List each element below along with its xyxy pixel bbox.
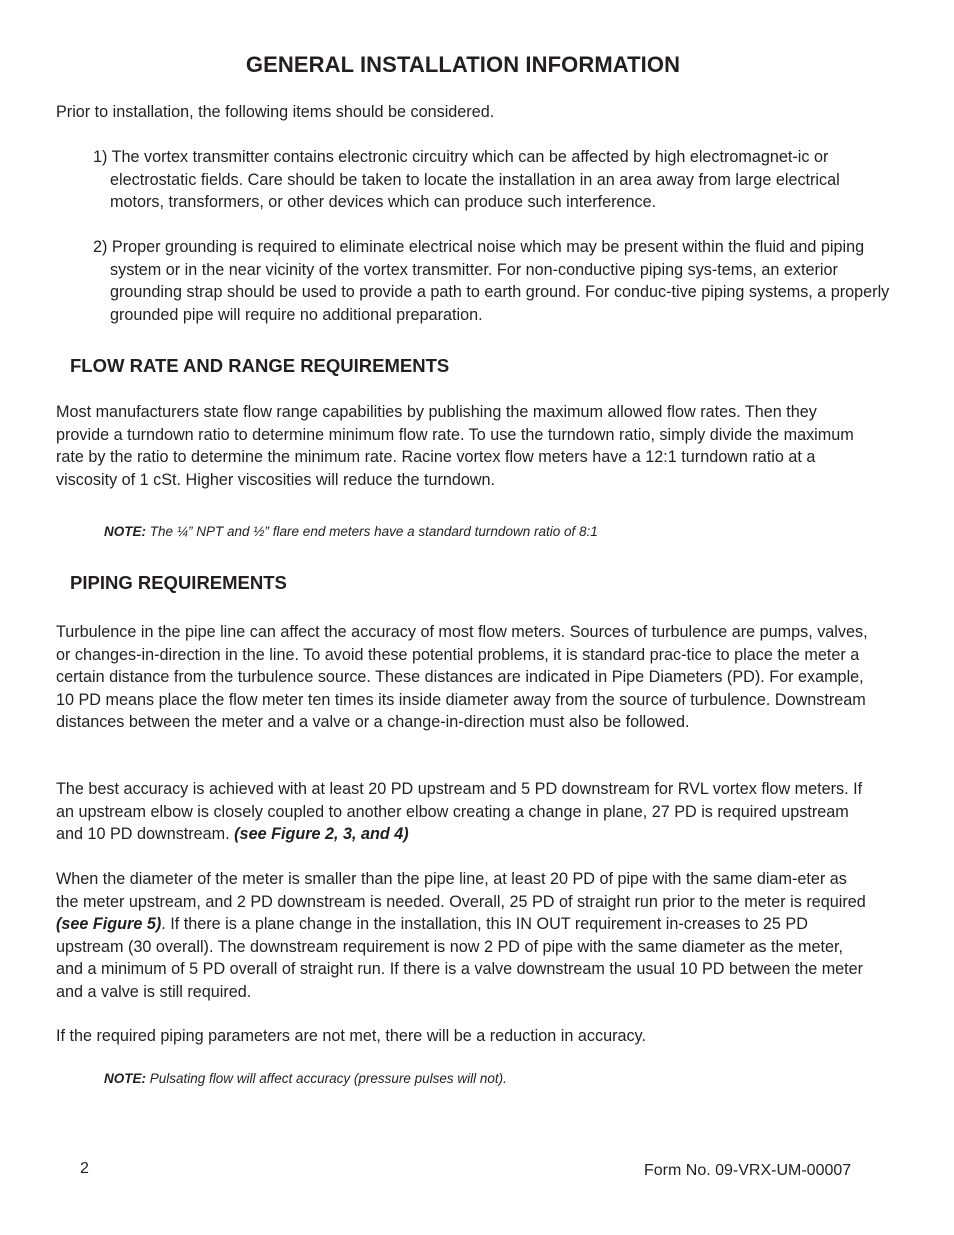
turndown-note: [104, 524, 598, 539]
note-text: The ¼” NPT and ½” flare end meters have a standard turndown ratio of 8:1: [146, 524, 598, 539]
page-title: GENERAL INSTALLATION INFORMATION: [245, 52, 681, 77]
pulsating-flow-note: [104, 1071, 507, 1086]
piping-paragraph-2: [56, 778, 870, 846]
piping-heading: PIPING REQUIREMENTS: [70, 572, 287, 593]
piping-paragraph-3-text-b: . If there is a plane change in the installation, this IN OUT requirement in-creases to 25 PD upstream (30 overall). The downstream requirement is now 2 PD of pipe with the same diameter as the meter, and a minimum of 5 PD overall of straight run. If there is a valve downstream the usual 10 PD between the meter and a valve is still required.: [56, 915, 864, 1001]
form-number: Form No. 09-VRX-UM-00007: [644, 1162, 852, 1179]
figure-reference-2-3-4: (see Figure 2, 3, and 4): [234, 825, 409, 843]
note-label: NOTE:: [104, 1071, 146, 1086]
piping-paragraph-3-text-a: When the diameter of the meter is smaller than the pipe line, at least 20 PD of pipe with the same diam-eter as the meter upstream, and 2 PD downstream is needed. Overall, 25 PD of straight run prior to the meter is required: [56, 870, 866, 911]
figure-reference-5: (see Figure 5): [56, 915, 162, 933]
intro-paragraph: Prior to installation, the following items should be considered.: [56, 103, 495, 121]
note-text: Pulsating flow will affect accuracy (pressure pulses will not).: [146, 1071, 507, 1086]
piping-paragraph-2-text: The best accuracy is achieved with at least 20 PD upstream and 5 PD downstream for RVL vortex flow meters. If an upstream elbow is closely coupled to another elbow creating a change in plane, 27 PD is required upstream and 10 PD downstream.: [56, 780, 863, 843]
piping-paragraph-3: [56, 868, 870, 1003]
flow-rate-paragraph: Most manufacturers state flow range capabilities by publishing the maximum allowed flow rates. Then they provide a turndown ratio to determine minimum flow rate. To use the turndown ratio, simply divide the maximum rate by the ratio to determine the minimum rate. Racine vortex flow meters have a 12:1 turndown ratio at a viscosity of 1 cSt. Higher viscosities will reduce the turndown.: [56, 403, 854, 489]
piping-paragraph-1: Turbulence in the pipe line can affect the accuracy of most flow meters. Sources of turbulence are pumps, valves, or changes-in-direction in the line. To avoid these potential problems, it is standard prac-tice to place the meter a certain distance from the turbulence source. These distances are indicated in Pipe Diameters (PD). For example, 10 PD means place the flow meter ten times its inside diameter away from the source of turbulence. Downstream distances between the meter and a valve or a change-in-direction must also be followed.: [56, 623, 868, 731]
note-label: NOTE:: [104, 524, 146, 539]
page-number: 2: [80, 1160, 89, 1177]
piping-paragraph-4: If the required piping parameters are not met, there will be a reduction in accuracy.: [56, 1027, 646, 1045]
list-item-1: 1) The vortex transmitter contains electronic circuitry which can be affected by high electromagnet-ic or electrostatic fields. Care should be taken to locate the installation in an area away from large electrical motors, transformers, or other devices which can produce such interference.: [93, 148, 840, 211]
list-item-2: 2) Proper grounding is required to eliminate electrical noise which may be present within the fluid and piping system or in the near vicinity of the vortex transmitter. For non-conductive piping sys-tems, an exterior grounding strap should be used to provide a path to earth ground. For conduc-tive piping systems, a properly grounded pipe will require no additional preparation.: [93, 238, 890, 324]
flow-rate-heading: FLOW RATE AND RANGE REQUIREMENTS: [70, 355, 450, 376]
